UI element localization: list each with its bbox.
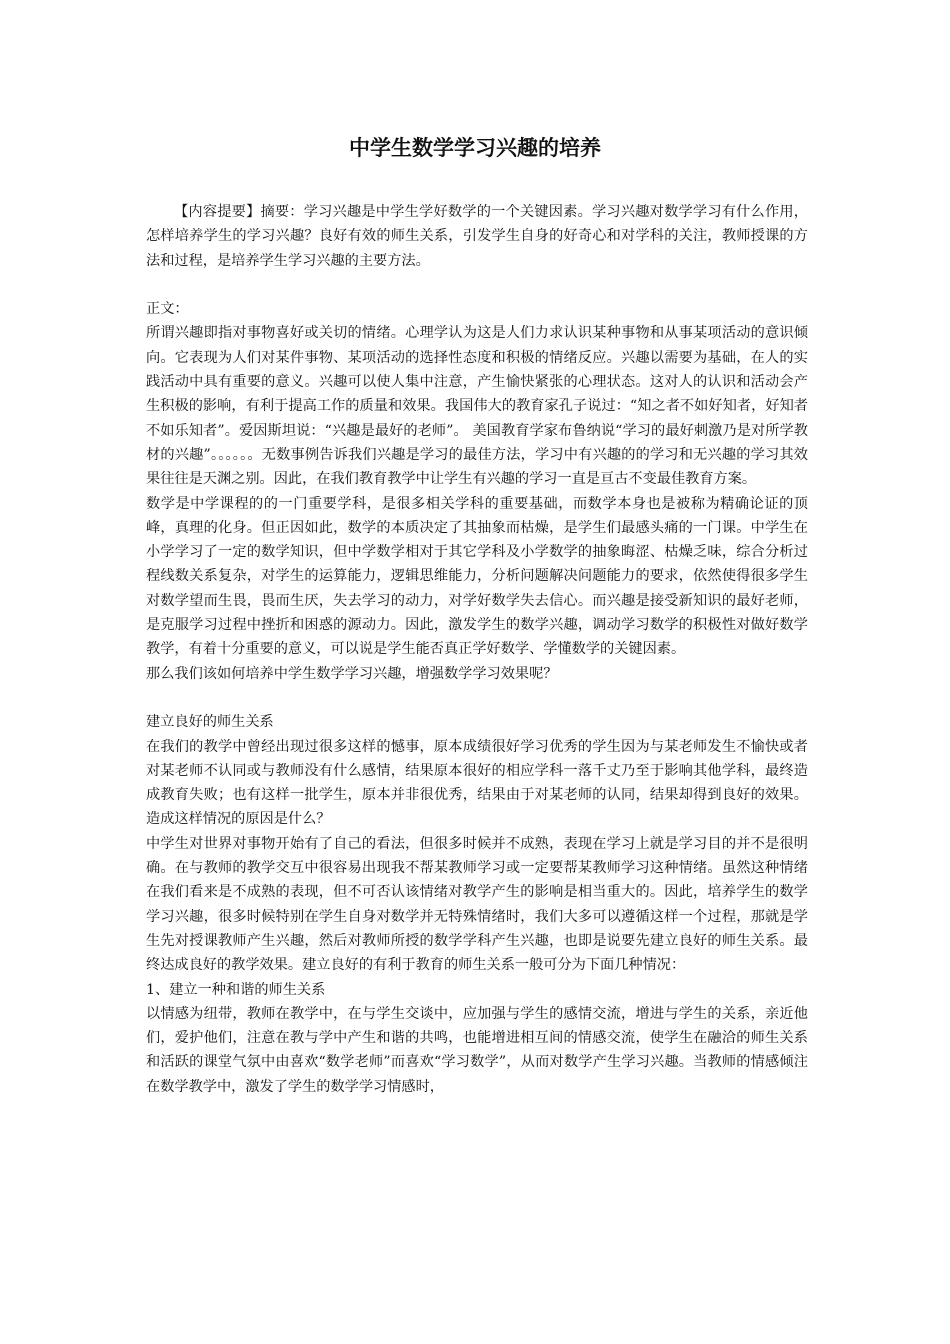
body-paragraph: 那么我们该如何培养中学生数学学习兴趣，增强数学学习效果呢？ — [146, 665, 558, 682]
section-paragraph: 在我们的教学中曾经出现过很多这样的憾事，原本成绩很好学习优秀的学生因为与某老师发生不愉快或者对某老师不认同或与教师没有什么感情，结果原本很好的相应学科一落千丈乃至于影响其他学科，最终造成教育失败；也有这样一批学生，原本并非很优秀，结果由于对某老师的认同，结果却得到良好的效果。造成这样情况的原因是什么？ — [146, 738, 808, 828]
body-paragraph: 数学是中学课程的的一门重要学科，是很多相关学科的重要基础，而数学本身也是被称为精确论证的顶峰，真理的化身。但正因如此，数学的本质决定了其抽象而枯燥，是学生们最感头痛的一门课。中学生在小学学习了一定的数学知识，但中学数学相对于其它学科及小学数学的抽象晦涩、枯燥乏味，综合分析过程线数关系复杂，对学生的运算能力，逻辑思维能力，分析问题解决问题能力的要求，依然使得很多学生对数学望而生畏，畏而生厌，失去学习的动力，对学好数学失去信心。而兴趣是接受新知识的最好老师，是克服学习过程中挫折和困惑的源动力。因此，激发学生的数学兴趣，调动学习数学的积极性对做好数学教学，有着十分重要的意义，可以说是学生能否真正学好数学、学懂数学的关键因素。 — [146, 495, 808, 658]
subsection-paragraph: 以情感为纽带，教师在教学中，在与学生交谈中，应加强与学生的感情交流，增进与学生的关系，亲近他们，爱护他们，注意在教与学中产生和谐的共鸣，也能增进相互间的情感交流，使学生在融洽的师生关系和活跃的课堂气氛中由喜欢“数学老师”而喜欢“学习数学”，从而对数学产生学习兴趣。当教师的情感倾注在数学教学中，激发了学生的数学学习情感时， — [146, 1005, 808, 1095]
document-title: 中学生数学学习兴趣的培养 — [349, 136, 601, 160]
blank-line — [146, 686, 808, 710]
blank-line — [146, 273, 808, 297]
subsection-heading: 1、建立一种和谐的师生关系 — [146, 981, 326, 998]
section-paragraph: 中学生对世界对事物开始有了自己的看法，但很多时候并不成熟，表现在学习上就是学习目的并不是很明确。在与教师的教学交互中很容易出现我不帮某教师学习或一定要帮某教师学习这种情绪。虽然这种情绪在我们看来是不成熟的表现，但不可否认该情绪对教学产生的影响是相当重大的。因此，培养学生的数学学习兴趣，很多时候特别在学生自身对数学并无特殊情绪时，我们大多可以遵循这样一个过程，那就是学生先对授课教师产生兴趣，然后对教师所授的数学学科产生兴趣，也即是说要先建立良好的师生关系。最终达成良好的教学效果。建立良好的有利于教育的师生关系一般可分为下面几种情况： — [146, 835, 808, 974]
body-paragraph: 所谓兴趣即指对事物喜好或关切的情绪。心理学认为这是人们力求认识某种事物和从事某项活动的意识倾向。它表现为人们对某件事物、某项活动的选择性态度和积极的情绪反应。兴趣以需要为基础，在人的实践活动中具有重要的意义。兴趣可以使人集中注意，产生愉快紧张的心理状态。这对人的认识和活动会产生积极的影响，有利于提高工作的质量和效果。我国伟大的教育家孔子说过：“知之者不如好知者，好知者不如乐知者”。爱因斯坦说：“兴趣是最好的老师”。 美国教育学家布鲁纳说“学习的最好刺激乃是对所学教材的兴趣”。。。。。。无数事例告诉我们兴趣是学习的最佳方法，学习中有兴趣的的学习和无兴趣的学习其效果往往是天渊之别。因此，在我们教育教学中让学生有兴趣的学习一直是亘古不变最佳教育方案。 — [146, 325, 808, 488]
document-body — [146, 200, 808, 1099]
abstract-paragraph: 【内容提要】摘要：学习兴趣是中学生学好数学的一个关键因素。学习兴趣对数学学习有什么作用，怎样培养学生的学习兴趣？良好有效的师生关系，引发学生自身的好奇心和对学科的关注，教师授课的方法和过程，是培养学生学习兴趣的主要方法。 — [146, 204, 808, 269]
section-heading: 建立良好的师生关系 — [146, 714, 274, 731]
body-heading: 正文： — [146, 301, 189, 318]
